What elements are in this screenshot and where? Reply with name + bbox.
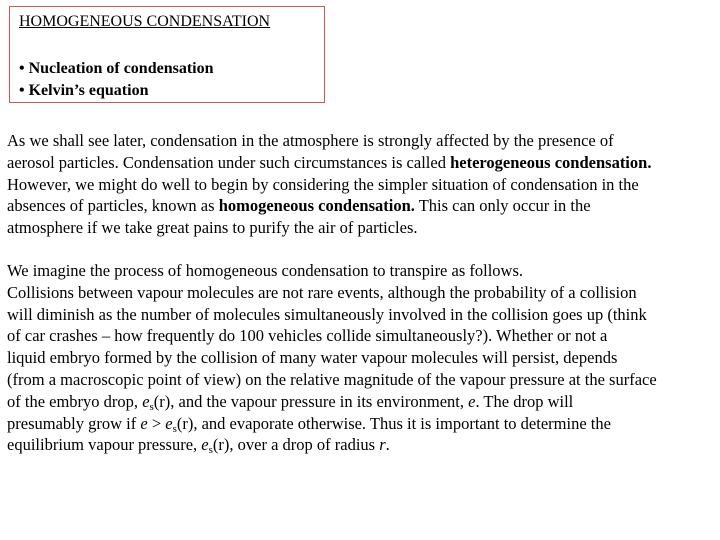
text-line: However, we might do well to begin by considering the simpler situation of condensation in the	[7, 174, 639, 194]
text-line: As we shall see later, condensation in the atmosphere is strongly affected by the presence of	[7, 131, 614, 150]
text-line: absences of particles, known as homogeneous condensation. This can only occur in the	[7, 196, 591, 216]
symbol-e: e	[468, 391, 476, 411]
bullet-nucleation: • Nucleation of condensation	[19, 60, 214, 77]
bullet-list	[19, 58, 214, 102]
symbol-r: r	[379, 435, 386, 455]
paragraph-process	[7, 260, 719, 456]
subscript-s: s	[208, 444, 213, 457]
text-line: aerosol particles. Condensation under such circumstances is called heterogeneous condensation.	[7, 152, 652, 172]
text-line: liquid embryo formed by the collision of many water vapour molecules will persist, depends	[7, 348, 618, 368]
symbol-e: e	[165, 413, 173, 433]
subscript-s: s	[149, 400, 154, 413]
slide-title: HOMOGENEOUS CONDENSATION	[19, 13, 271, 30]
term-heterogeneous: heterogeneous condensation.	[450, 152, 652, 172]
paragraph-intro	[7, 130, 719, 239]
symbol-e: e	[140, 413, 148, 433]
text-line: equilibrium vapour pressure, $e_s(r)$, over a drop of radius r.	[7, 435, 390, 457]
text-line: atmosphere if we take great pains to purify the air of particles.	[7, 218, 418, 238]
text-line: Collisions between vapour molecules are not rare events, although the probability of a collision	[7, 282, 637, 302]
symbol-e: e	[201, 435, 209, 455]
text-line: will diminish as the number of molecules simultaneously involved in the collision goes up (think	[7, 304, 647, 324]
term-homogeneous: homogeneous condensation.	[218, 196, 415, 216]
text-line: presumably grow if $e > e_s(r)$, and evaporate otherwise. Thus it is important to determine the	[7, 413, 611, 435]
title-box	[9, 6, 325, 103]
subscript-s: s	[172, 422, 177, 435]
text-line: We imagine the process of homogeneous condensation to transpire as follows.	[7, 261, 524, 280]
text-line: of the embryo drop, $e_s(r)$, and the vapour pressure in its environment, e. The drop will	[7, 391, 574, 413]
text-line: of car crashes – how frequently do 100 vehicles collide simultaneously?). Whether or not a	[7, 326, 608, 346]
symbol-e: e	[142, 391, 150, 411]
text-line: (from a macroscopic point of view) on the relative magnitude of the vapour pressure at the surface	[7, 369, 657, 389]
bullet-kelvin: • Kelvin’s equation	[19, 82, 149, 99]
